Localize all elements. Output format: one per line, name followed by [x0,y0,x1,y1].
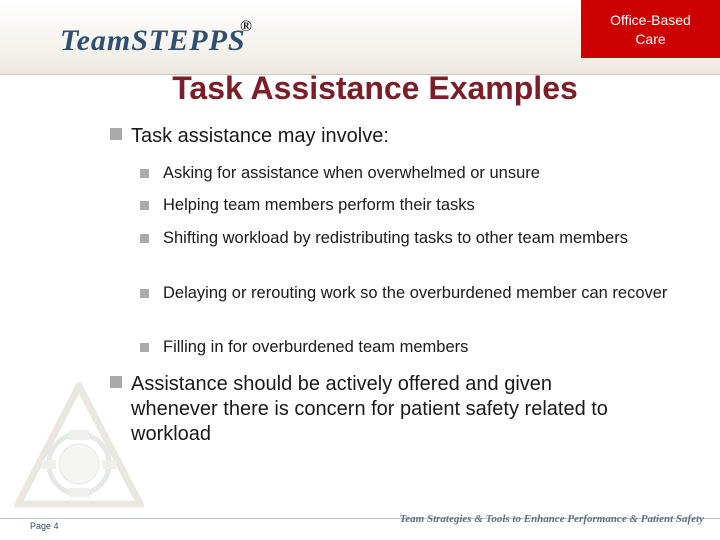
teamstepps-logo [60,18,253,58]
bullet-text: Helping team members perform their tasks [163,196,475,214]
bullet-text: Asking for assistance when overwhelmed or unsure [163,164,540,182]
bullet-level1 [110,372,631,447]
badge-line-1: Office-Based [610,12,691,28]
teamstepps-emblem-watermark-icon [14,382,144,514]
bullet-level2 [140,194,683,216]
bullet-level2 [140,282,678,304]
bullet-text: Shifting workload by redistributing tasks to other team members [163,229,628,247]
square-bullet-icon [110,128,122,140]
footer-tagline: Team Strategies & Tools to Enhance Performance & Patient Safety [399,513,704,525]
page-number: Page 4 [30,521,59,531]
square-bullet-icon [140,289,149,298]
square-bullet-icon [140,169,149,178]
bullet-text: Filling in for overburdened team members [163,338,469,356]
bullet-level2 [140,227,653,249]
registered-mark: ® [240,18,253,35]
square-bullet-icon [140,343,149,352]
badge-line-2: Care [635,31,666,47]
bullet-text: Task assistance may involve: [131,125,389,147]
bullet-text: Delaying or rerouting work so the overburdened member can recover [163,284,668,302]
slide-title: Task Assistance Examples [172,70,578,106]
bullet-text: Assistance should be actively offered and given whenever there is concern for patient safety related to workload [131,373,608,445]
logo-text: TeamSTEPPS [60,24,246,57]
office-based-care-badge [581,0,720,58]
square-bullet-icon [140,234,149,243]
bullet-level1 [110,124,651,149]
bullet-level2 [140,336,683,358]
square-bullet-icon [140,201,149,210]
bullet-level2 [140,162,683,184]
